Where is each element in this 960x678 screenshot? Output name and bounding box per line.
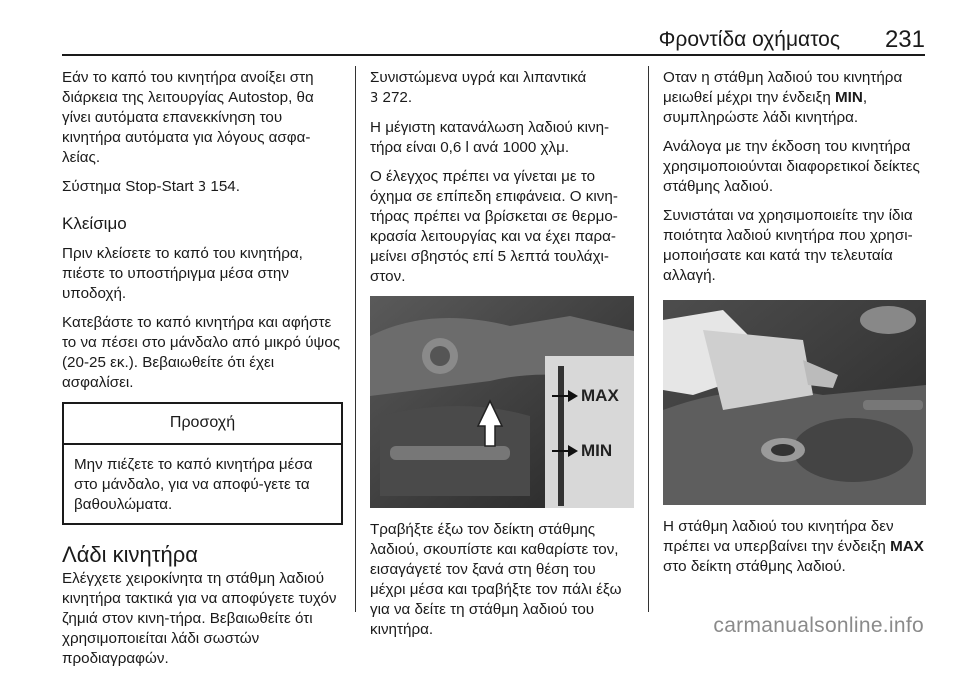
max-marker-text: MAX xyxy=(890,538,924,555)
watermark: carmanualsonline.info xyxy=(713,614,924,637)
stop-start-reference: Σύστημα Stop-Start 3 154. xyxy=(62,178,240,195)
reference-arrow-icon: 3 xyxy=(370,91,379,106)
column-3 xyxy=(663,68,926,586)
engine-oil-heading: Λάδι κινητήρα xyxy=(62,542,198,567)
dipstick-instruction-paragraph: Τραβήξτε έξω τον δείκτη στάθμης λαδιού, σκουπίστε και καθαρίστε τον, εισαγάγετέ τον ξανά στη θέση του μέχρι μέσα και τραβήξτε τον πάλι έξω για να δείτε τη στάθμη λαδιού του κινητήρα. xyxy=(370,521,622,638)
caution-box xyxy=(62,402,343,525)
page-number: 231 xyxy=(884,26,925,53)
check-conditions-paragraph: Ο έλεγχος πρέπει να γίνεται με το όχημα σε επίπεδη επιφάνεια. Ο κινη-τήρας πρέπει να βρίσκεται σε θερμο-κρασία λειτουργίας και να έχει παρα-μείνει σβηστός επί 5 λεπτά τουλάχι-στον. xyxy=(370,168,618,285)
recommended-fluids-reference: Συνιστώμενα υγρά και λιπαντικά 3 272. xyxy=(370,69,587,106)
dipstick-max-label: MAX xyxy=(581,386,619,405)
column-2 xyxy=(370,68,634,649)
reference-arrow-icon: 3 xyxy=(197,180,207,195)
oil-filling-photo xyxy=(663,300,926,505)
closing-paragraph-2: Κατεβάστε το καπό κινητήρα και αφήστε το να πέσει στο μάνδαλο από μικρό ύψος (20-25 εκ.). Βεβαιωθείτε ότι έχει ασφαλίσει. xyxy=(62,314,341,391)
dipstick-variants-paragraph: Ανάλογα με την έκδοση του κινητήρα χρησιμοποιούνται διαφορετικοί δείκτες στάθμης λαδιού. xyxy=(663,138,920,195)
caution-body: Μην πιέζετε το καπό κινητήρα μέσα στο μάνδαλο, για να αποφύ-γετε τα βαθουλώματα. xyxy=(74,456,313,513)
section-title: Φροντίδα οχήματος xyxy=(658,28,840,51)
closing-paragraph-1: Πριν κλείσετε το καπό του κινητήρα, πιέστε το υποστήριγμα μέσα στην υποδοχή. xyxy=(62,245,303,302)
column-divider-2 xyxy=(648,66,649,612)
closing-heading: Κλείσιμο xyxy=(62,214,127,233)
engine-oil-paragraph: Ελέγχετε χειροκίνητα τη στάθμη λαδιού κινητήρα τακτικά για να αποφύγετε τυχόν ζημιά στον κινη-τήρα. Βεβαιωθείτε ότι χρησιμοποιείται λάδι σωστών προδιαγραφών. xyxy=(62,570,337,667)
column-1 xyxy=(62,68,343,678)
page-header xyxy=(62,22,925,56)
caution-title: Προσοχή xyxy=(64,404,341,445)
oil-consumption-paragraph: Η μέγιστη κατανάλωση λαδιού κινη-τήρα είναι 0,6 l ανά 1000 χλμ. xyxy=(370,119,610,156)
column-divider-1 xyxy=(355,66,356,612)
oil-quality-paragraph: Συνιστάται να χρησιμοποιείτε την ίδια ποιότητα λαδιού κινητήρα που χρησι-μοποιήσατε και κατά την τελευταία αλλαγή. xyxy=(663,207,913,284)
min-level-paragraph: Οταν η στάθμη λαδιού του κινητήρα μειωθεί μέχρι την ένδειξη MIN, συμπληρώστε λάδι κινητήρα. xyxy=(663,69,903,126)
min-marker-text: MIN xyxy=(835,89,863,106)
max-level-paragraph: Η στάθμη λαδιού του κινητήρα δεν πρέπει να υπερβαίνει την ένδειξη MAX στο δείκτη στάθμης λαδιού. xyxy=(663,518,924,575)
autostop-paragraph: Εάν το καπό του κινητήρα ανοίξει στη διάρκεια της λειτουργίας Autostop, θα γίνει αυτόματα επανεκκίνηση του κινητήρα αυτόματα για λόγους ασφα-λείας. xyxy=(62,69,314,166)
dipstick-min-label: MIN xyxy=(581,441,613,460)
header-rule xyxy=(62,54,925,56)
dipstick-photo xyxy=(370,296,634,508)
